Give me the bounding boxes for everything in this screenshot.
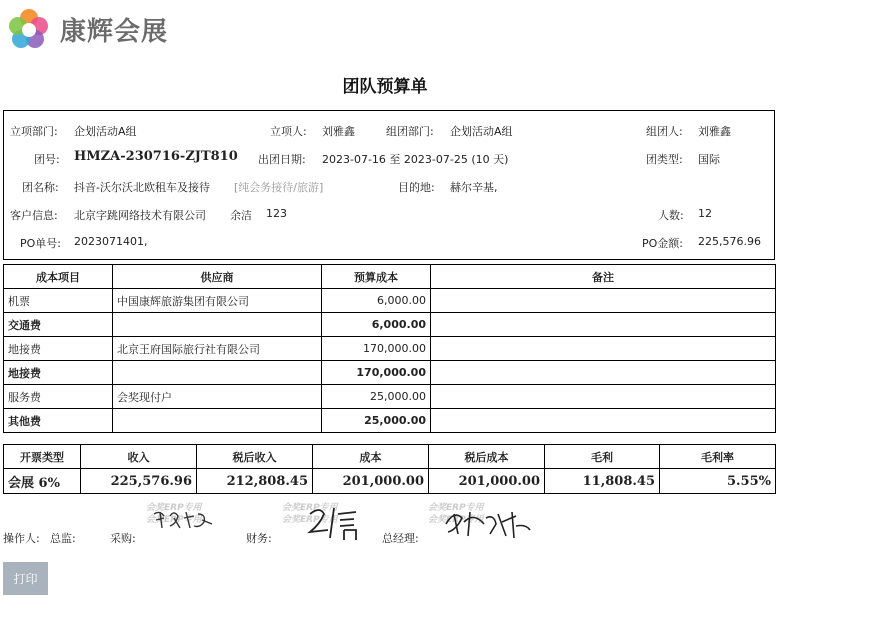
cost-supplier <box>113 409 322 433</box>
cost-note <box>431 385 776 409</box>
cost-table-header <box>4 265 776 289</box>
dept-label: 立项部门: <box>10 125 58 138</box>
cost-supplier: 北京王府国际旅行社有限公司 <box>113 337 322 361</box>
cost-supplier <box>113 313 322 337</box>
cost-item: 地接费 <box>4 361 113 385</box>
sum-header-net-cost: 税后成本 <box>429 445 545 469</box>
date-value: 2023-07-16 至 2023-07-25 (10 天) <box>322 153 509 166</box>
col-header-item: 成本项目 <box>4 265 113 289</box>
finance-signature <box>304 504 364 542</box>
po-label: PO单号: <box>20 237 61 250</box>
date-label: 出团日期: <box>258 153 306 166</box>
cost-note <box>431 289 776 313</box>
cost-item: 机票 <box>4 289 113 313</box>
invoice-type-value: 会展 6% <box>4 469 81 494</box>
po-amount-value: 225,576.96 <box>698 235 761 248</box>
po-value: 2023071401, <box>74 235 148 248</box>
director-signature <box>150 506 220 532</box>
watermark: 会奖ERP专用 会奖ERP专用 <box>146 503 202 525</box>
col-header-note: 备注 <box>431 265 776 289</box>
po-amount-label: PO金额: <box>642 237 683 250</box>
margin-value: 5.55% <box>660 469 776 494</box>
cost-value: 170,000.00 <box>322 361 431 385</box>
table-row <box>4 337 776 361</box>
cost-value: 25,000.00 <box>322 385 431 409</box>
page-title: 团队预算单 <box>342 77 428 97</box>
client-label: 客户信息: <box>10 209 58 222</box>
cost-item: 服务费 <box>4 385 113 409</box>
cost-table <box>3 264 776 433</box>
people-label: 人数: <box>658 209 684 222</box>
gm-label: 总经理: <box>382 532 419 545</box>
sum-header-cost: 成本 <box>313 445 429 469</box>
type-label: 团类型: <box>646 153 683 166</box>
contact-value: 余洁 <box>230 209 252 222</box>
col-header-supplier: 供应商 <box>113 265 322 289</box>
grouper-value: 刘雅鑫 <box>698 125 731 138</box>
group-dept-label: 组团部门: <box>386 125 434 138</box>
team-no-value: HMZA-230716-ZJT810 <box>74 149 238 164</box>
purchase-label: 采购: <box>110 532 136 545</box>
people-value: 12 <box>698 207 712 220</box>
proposer-label: 立项人: <box>270 125 307 138</box>
cost-total-value: 201,000.00 <box>313 469 429 494</box>
cost-item: 地接费 <box>4 337 113 361</box>
team-no-label: 团号: <box>34 153 60 166</box>
summary-row <box>4 469 776 494</box>
brand-header <box>6 5 168 53</box>
dept-value: 企划活动A组 <box>74 125 137 138</box>
grouper-label: 组团人: <box>646 125 683 138</box>
kanghui-logo-icon <box>6 6 52 52</box>
net-income-value: 212,808.45 <box>197 469 313 494</box>
sum-header-gross-profit: 毛利 <box>545 445 660 469</box>
group-dept-value: 企划活动A组 <box>450 125 513 138</box>
cost-value: 25,000.00 <box>322 409 431 433</box>
sum-header-invoice-type: 开票类型 <box>4 445 81 469</box>
cost-value: 170,000.00 <box>322 337 431 361</box>
dest-label: 目的地: <box>398 181 435 194</box>
watermark: 会奖ERP专用 会奖ERP专用 <box>282 503 338 525</box>
contact-no-value: 123 <box>266 207 287 220</box>
col-header-cost: 预算成本 <box>322 265 431 289</box>
cost-note <box>431 361 776 385</box>
name-label: 团名称: <box>22 181 59 194</box>
client-value: 北京字跳网络技术有限公司 <box>74 209 206 222</box>
name-tag: [纯会务接待/旅游] <box>234 181 324 194</box>
cost-item: 交通费 <box>4 313 113 337</box>
operator-label: 操作人: <box>3 532 40 545</box>
cost-supplier: 中国康辉旅游集团有限公司 <box>113 289 322 313</box>
table-row-subtotal <box>4 409 776 433</box>
sum-header-net-income: 税后收入 <box>197 445 313 469</box>
dest-value: 赫尔辛基, <box>450 181 498 194</box>
cost-value: 6,000.00 <box>322 289 431 313</box>
table-row-subtotal <box>4 313 776 337</box>
income-value: 225,576.96 <box>81 469 197 494</box>
type-value: 国际 <box>698 153 720 166</box>
net-cost-value: 201,000.00 <box>429 469 545 494</box>
brand-name: 康辉会展 <box>60 16 169 47</box>
cost-supplier: 会奖现付户 <box>113 385 322 409</box>
cost-supplier <box>113 361 322 385</box>
team-info-panel <box>3 110 775 260</box>
table-row <box>4 385 776 409</box>
table-row-subtotal <box>4 361 776 385</box>
cost-item: 其他费 <box>4 409 113 433</box>
finance-label: 财务: <box>246 532 272 545</box>
name-value: 抖音-沃尔沃北欧租车及接待 <box>74 181 210 194</box>
director-label: 总监: <box>50 532 76 545</box>
cost-value: 6,000.00 <box>322 313 431 337</box>
cost-note <box>431 337 776 361</box>
gm-signature <box>442 504 534 542</box>
sum-header-income: 收入 <box>81 445 197 469</box>
signature-area <box>0 498 780 548</box>
watermark: 会奖ERP专用 会奖ERP专用 <box>428 503 484 525</box>
proposer-value: 刘雅鑫 <box>322 125 355 138</box>
summary-table <box>3 444 776 494</box>
gross-profit-value: 11,808.45 <box>545 469 660 494</box>
cost-note <box>431 313 776 337</box>
table-row <box>4 289 776 313</box>
summary-header <box>4 445 776 469</box>
cost-note <box>431 409 776 433</box>
print-button[interactable]: 打印 <box>3 562 48 595</box>
sum-header-margin: 毛利率 <box>660 445 776 469</box>
